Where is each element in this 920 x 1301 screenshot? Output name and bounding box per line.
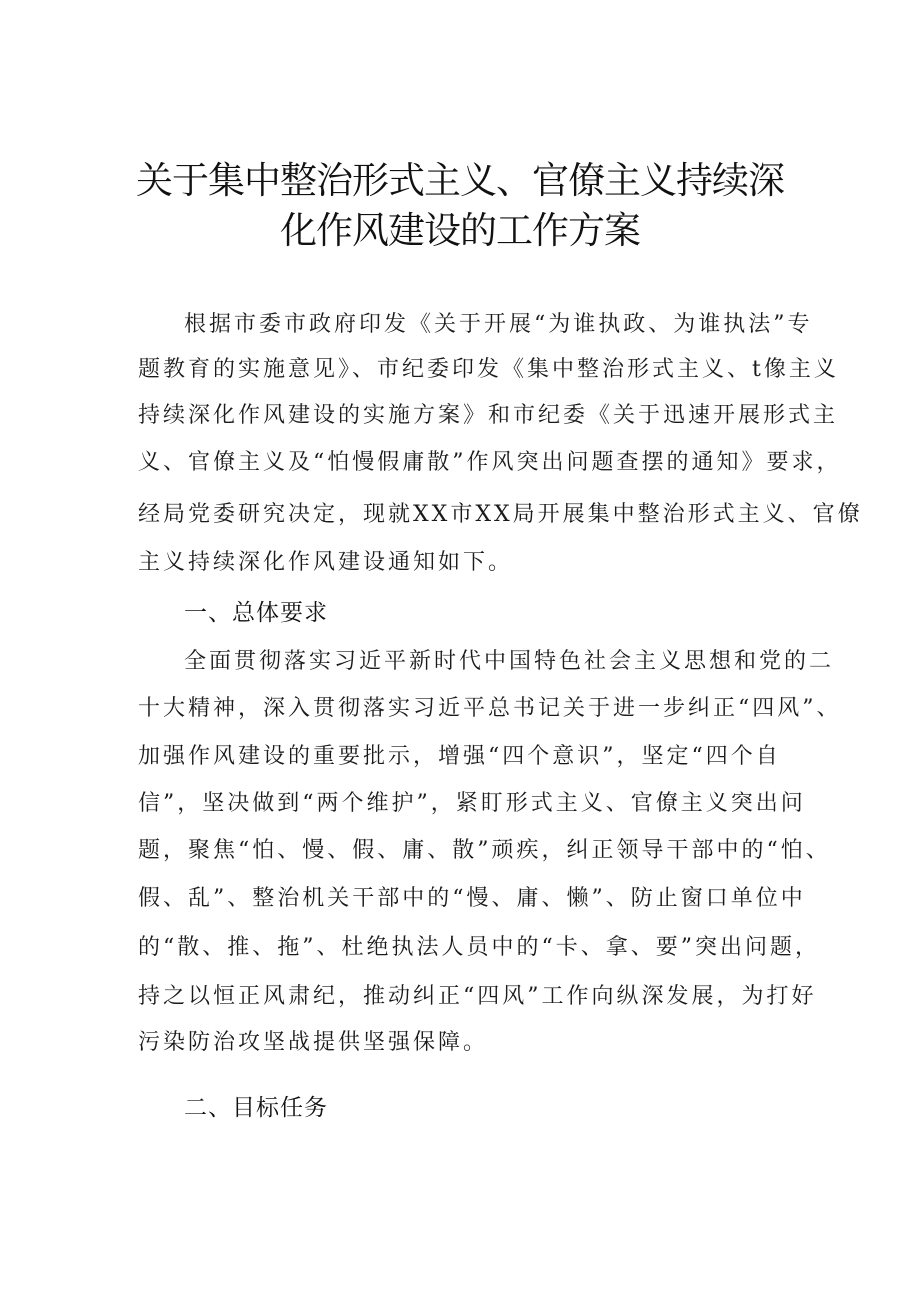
section1-paragraph-line: 题，聚焦“怕、慢、假、庸、散”顽疾，纠正领导干部中的“怕、 <box>138 838 831 863</box>
section1-paragraph-line: 十大精神，深入贯彻落实习近平总书记关于进一步纠正“四风”、 <box>138 696 842 721</box>
section1-paragraph-line: 持之以恒正风肃纪，推动纠正“四风”工作向纵深发展，为打好 <box>138 984 817 1009</box>
section1-paragraph-line: 假、乱”、整治机关干部中的“慢、庸、懒”、防止窗口单位中 <box>138 886 806 911</box>
intro-paragraph-line: 题教育的实施意见》、市纪委印发《集中整治形式主义、t像主义 <box>138 357 839 382</box>
intro-paragraph-line: 根据市委市政府印发《关于开展“为谁执政、为谁执法”专 <box>184 312 813 337</box>
section1-paragraph-line: 全面贯彻落实习近平新时代中国特色社会主义思想和党的二 <box>184 649 835 674</box>
intro-paragraph-line: 经局党委研究决定，现就XX市XX局开展集中整治形式主义、官僚 <box>138 502 863 527</box>
document-title-line-2: 化作风建设的工作方案 <box>280 209 640 252</box>
intro-paragraph-line: 持续深化作风建设的实施方案》和市纪委《关于迅速开展形式主 <box>138 403 839 428</box>
section-heading-general-requirements: 一、总体要求 <box>184 600 328 626</box>
intro-paragraph-line: 义、官僚主义及“怕慢假庸散”作风突出问题查摆的通知》要求， <box>138 450 842 475</box>
section1-paragraph-line: 信”，坚决做到“两个维护”，紧盯形式主义、官僚主义突出问 <box>138 791 806 816</box>
section-heading-goals-tasks: 二、目标任务 <box>184 1095 328 1121</box>
section1-paragraph-line: 的“散、推、拖”、杜绝执法人员中的“卡、拿、要”突出问题， <box>138 935 820 960</box>
intro-paragraph-line: 主义持续深化作风建设通知如下。 <box>138 550 514 575</box>
section1-paragraph-line: 加强作风建设的重要批示，增强“四个意识”，坚定“四个自 <box>138 744 781 769</box>
document-title-line-1: 关于集中整治形式主义、官僚主义持续深 <box>136 159 784 202</box>
section1-paragraph-line: 污染防治攻坚战提供坚强保障。 <box>138 1030 489 1055</box>
